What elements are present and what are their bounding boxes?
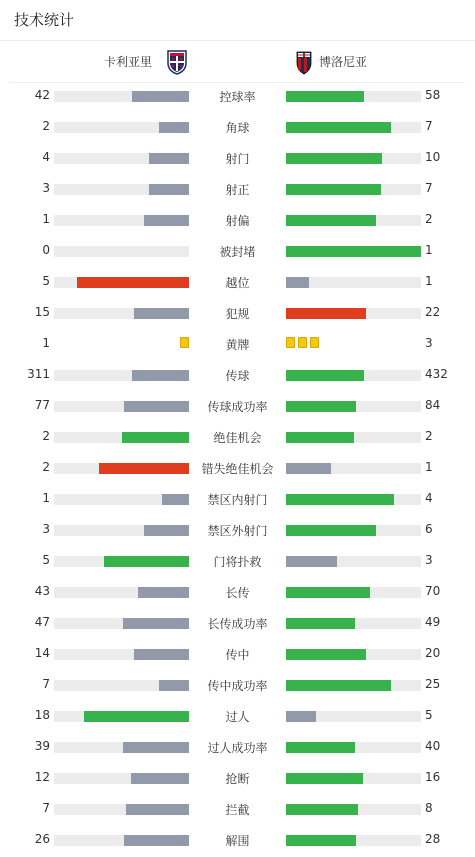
stat-row — [0, 732, 475, 763]
away-bar-track — [286, 463, 421, 474]
away-value: 20 — [425, 646, 441, 660]
stat-row — [0, 267, 475, 298]
stat-row — [0, 236, 475, 267]
home-bar-track — [54, 711, 189, 722]
away-value: 2 — [425, 212, 433, 226]
away-value: 7 — [425, 119, 433, 133]
away-value: 8 — [425, 801, 433, 815]
home-bar-fill — [126, 804, 189, 815]
stat-row — [0, 205, 475, 236]
away-bar-track — [286, 680, 421, 691]
home-bar-track — [54, 153, 189, 164]
home-bar-track — [54, 680, 189, 691]
home-bar-track — [54, 277, 189, 288]
away-bar-track — [286, 649, 421, 660]
stat-label: 门将扑救 — [213, 555, 262, 569]
yellow-card-icon — [298, 337, 307, 348]
home-value: 4 — [42, 150, 50, 164]
home-bar-fill — [134, 308, 189, 319]
home-bar-track — [54, 804, 189, 815]
away-value: 432 — [425, 367, 448, 381]
away-bar-track — [286, 277, 421, 288]
yellow-card-icon — [286, 337, 295, 348]
home-bar-track — [54, 649, 189, 660]
away-bar-track — [286, 525, 421, 536]
away-value: 3 — [425, 553, 433, 567]
home-value: 3 — [42, 522, 50, 536]
stat-label: 传球 — [225, 369, 250, 383]
stat-label: 射正 — [225, 183, 250, 197]
away-team-name[interactable]: 博洛尼亚 — [319, 55, 368, 69]
stat-label: 传中 — [225, 648, 250, 662]
teams-row — [10, 41, 465, 83]
away-value: 1 — [425, 274, 433, 288]
away-bar-fill — [286, 401, 356, 412]
away-bar-fill — [286, 184, 381, 195]
stat-label: 被封堵 — [219, 245, 256, 259]
away-bar-track — [286, 308, 421, 319]
home-bar-track — [54, 835, 189, 846]
away-bar-fill — [286, 246, 421, 257]
home-bar-track — [54, 308, 189, 319]
stats-header — [0, 0, 475, 41]
away-bar-fill — [286, 835, 356, 846]
away-bar-fill — [286, 587, 370, 598]
away-bar-fill — [286, 153, 382, 164]
stat-row — [0, 515, 475, 546]
away-bar-fill — [286, 742, 355, 753]
away-bar-track — [286, 618, 421, 629]
stat-row — [0, 360, 475, 391]
stat-label: 禁区内射门 — [207, 493, 268, 507]
stat-row — [0, 391, 475, 422]
stat-row — [0, 608, 475, 639]
stats-list — [0, 81, 475, 856]
home-bar-fill — [132, 370, 189, 381]
home-bar-track — [54, 556, 189, 567]
home-bar-fill — [123, 618, 189, 629]
home-value: 3 — [42, 181, 50, 195]
stat-label: 黄牌 — [225, 338, 250, 352]
stat-label: 犯规 — [225, 307, 250, 321]
stat-label: 绝佳机会 — [213, 431, 262, 445]
home-bar-fill — [149, 184, 190, 195]
away-bar-track — [286, 494, 421, 505]
stat-row — [0, 81, 475, 112]
away-bar-fill — [286, 432, 354, 443]
away-bar-track — [286, 804, 421, 815]
home-bar-track — [54, 122, 189, 133]
stat-label: 过人 — [225, 710, 250, 724]
away-value: 1 — [425, 243, 433, 257]
home-bar-fill — [122, 432, 190, 443]
stat-row — [0, 484, 475, 515]
home-value: 1 — [42, 336, 50, 350]
home-bar-fill — [131, 773, 189, 784]
home-bar-track — [54, 184, 189, 195]
stat-row — [0, 329, 475, 360]
away-bar-track — [286, 246, 421, 257]
stat-label: 角球 — [225, 121, 250, 135]
away-bar-fill — [286, 649, 366, 660]
away-bar-track — [286, 587, 421, 598]
stat-label: 长传成功率 — [207, 617, 268, 631]
stat-label: 传球成功率 — [207, 400, 268, 414]
home-bar-track — [54, 742, 189, 753]
stat-row — [0, 174, 475, 205]
home-bar-fill — [159, 122, 189, 133]
away-value: 22 — [425, 305, 441, 319]
home-bar-track — [54, 587, 189, 598]
home-value: 1 — [42, 212, 50, 226]
home-value: 42 — [34, 88, 50, 102]
stat-row — [0, 422, 475, 453]
away-value: 58 — [425, 88, 441, 102]
section-title: 技术统计 — [14, 11, 75, 29]
home-bar-fill — [104, 556, 189, 567]
stat-row — [0, 546, 475, 577]
home-bar-track — [54, 401, 189, 412]
home-value: 1 — [42, 491, 50, 505]
away-bar-fill — [286, 308, 366, 319]
stat-row — [0, 825, 475, 856]
stat-label: 抢断 — [225, 772, 250, 786]
stat-label: 长传 — [225, 586, 250, 600]
stat-row — [0, 670, 475, 701]
stat-label: 禁区外射门 — [207, 524, 268, 538]
away-bar-track — [286, 835, 421, 846]
away-value: 49 — [425, 615, 441, 629]
away-bar-track — [286, 773, 421, 784]
away-bar-track — [286, 556, 421, 567]
home-value: 15 — [34, 305, 50, 319]
home-value: 39 — [34, 739, 50, 753]
home-value: 47 — [34, 615, 50, 629]
home-value: 2 — [42, 429, 50, 443]
home-bar-fill — [132, 91, 189, 102]
home-bar-track — [54, 494, 189, 505]
home-bar-fill — [124, 401, 189, 412]
yellow-card-icon — [310, 337, 319, 348]
away-value: 4 — [425, 491, 433, 505]
stat-row — [0, 298, 475, 329]
stat-row — [0, 453, 475, 484]
away-value: 6 — [425, 522, 433, 536]
away-bar-fill — [286, 618, 355, 629]
away-bar-fill — [286, 91, 364, 102]
away-bar-fill — [286, 773, 363, 784]
away-bar-track — [286, 401, 421, 412]
home-bar-fill — [84, 711, 189, 722]
away-value: 7 — [425, 181, 433, 195]
stat-row — [0, 639, 475, 670]
home-bar-fill — [138, 587, 189, 598]
away-bar-track — [286, 742, 421, 753]
home-bar-fill — [144, 525, 189, 536]
cagliari-crest-icon[interactable] — [167, 49, 187, 75]
away-bar-fill — [286, 556, 337, 567]
home-bar-track — [54, 773, 189, 784]
home-value: 18 — [34, 708, 50, 722]
home-bar-fill — [123, 742, 189, 753]
away-bar-track — [286, 711, 421, 722]
away-bar-fill — [286, 494, 394, 505]
home-value: 77 — [34, 398, 50, 412]
away-bar-track — [286, 370, 421, 381]
away-bar-fill — [286, 277, 309, 288]
away-value: 10 — [425, 150, 441, 164]
stat-label: 错失绝佳机会 — [201, 462, 274, 476]
home-bar-fill — [159, 680, 189, 691]
home-value: 311 — [27, 367, 50, 381]
home-bar-track — [54, 370, 189, 381]
stat-row — [0, 794, 475, 825]
away-bar-track — [286, 432, 421, 443]
home-bar-track — [54, 91, 189, 102]
away-value: 70 — [425, 584, 441, 598]
away-bar-fill — [286, 711, 316, 722]
home-bar-fill — [99, 463, 189, 474]
away-bar-fill — [286, 370, 364, 381]
home-value: 43 — [34, 584, 50, 598]
away-value: 5 — [425, 708, 433, 722]
home-value: 7 — [42, 801, 50, 815]
home-value: 26 — [34, 832, 50, 846]
home-bar-track — [54, 525, 189, 536]
away-bar-track — [286, 184, 421, 195]
away-bar-track — [286, 215, 421, 226]
stat-row — [0, 701, 475, 732]
stat-row — [0, 763, 475, 794]
home-team-name[interactable]: 卡利亚里 — [103, 55, 152, 69]
home-bar-track — [54, 618, 189, 629]
home-bar-track — [54, 246, 189, 257]
home-value: 0 — [42, 243, 50, 257]
bologna-crest-icon[interactable] — [294, 49, 314, 75]
away-bar-fill — [286, 122, 391, 133]
stat-label: 控球率 — [219, 90, 256, 104]
home-bar-fill — [162, 494, 189, 505]
home-bar-track — [54, 463, 189, 474]
away-bar-track — [286, 91, 421, 102]
home-value: 2 — [42, 119, 50, 133]
stat-row — [0, 143, 475, 174]
away-bar-fill — [286, 215, 376, 226]
away-bar-track — [286, 153, 421, 164]
away-value: 40 — [425, 739, 441, 753]
stat-label: 越位 — [225, 276, 250, 290]
home-bar-track — [54, 432, 189, 443]
away-value: 84 — [425, 398, 441, 412]
home-bar-fill — [134, 649, 189, 660]
home-bar-fill — [144, 215, 189, 226]
stat-label: 过人成功率 — [207, 741, 268, 755]
away-value: 25 — [425, 677, 441, 691]
stat-label: 射门 — [225, 152, 250, 166]
away-bar-fill — [286, 463, 331, 474]
stat-label: 解围 — [225, 834, 250, 848]
away-value: 1 — [425, 460, 433, 474]
away-bar-fill — [286, 680, 391, 691]
home-value: 12 — [34, 770, 50, 784]
home-bar-track — [54, 215, 189, 226]
yellow-card-icon — [180, 337, 189, 348]
stat-row — [0, 112, 475, 143]
home-value: 7 — [42, 677, 50, 691]
stat-label: 拦截 — [225, 803, 250, 817]
home-bar-fill — [124, 835, 189, 846]
away-bar-fill — [286, 525, 376, 536]
home-value: 2 — [42, 460, 50, 474]
away-yellow-cards — [286, 337, 319, 348]
home-value: 14 — [34, 646, 50, 660]
stat-label: 传中成功率 — [207, 679, 268, 693]
home-yellow-cards — [180, 337, 189, 348]
away-value: 16 — [425, 770, 441, 784]
home-bar-fill — [149, 153, 190, 164]
away-value: 28 — [425, 832, 441, 846]
away-value: 2 — [425, 429, 433, 443]
away-bar-fill — [286, 804, 358, 815]
home-bar-fill — [77, 277, 189, 288]
home-value: 5 — [42, 274, 50, 288]
away-value: 3 — [425, 336, 433, 350]
stat-row — [0, 577, 475, 608]
home-value: 5 — [42, 553, 50, 567]
away-bar-track — [286, 122, 421, 133]
stat-label: 射偏 — [225, 214, 250, 228]
